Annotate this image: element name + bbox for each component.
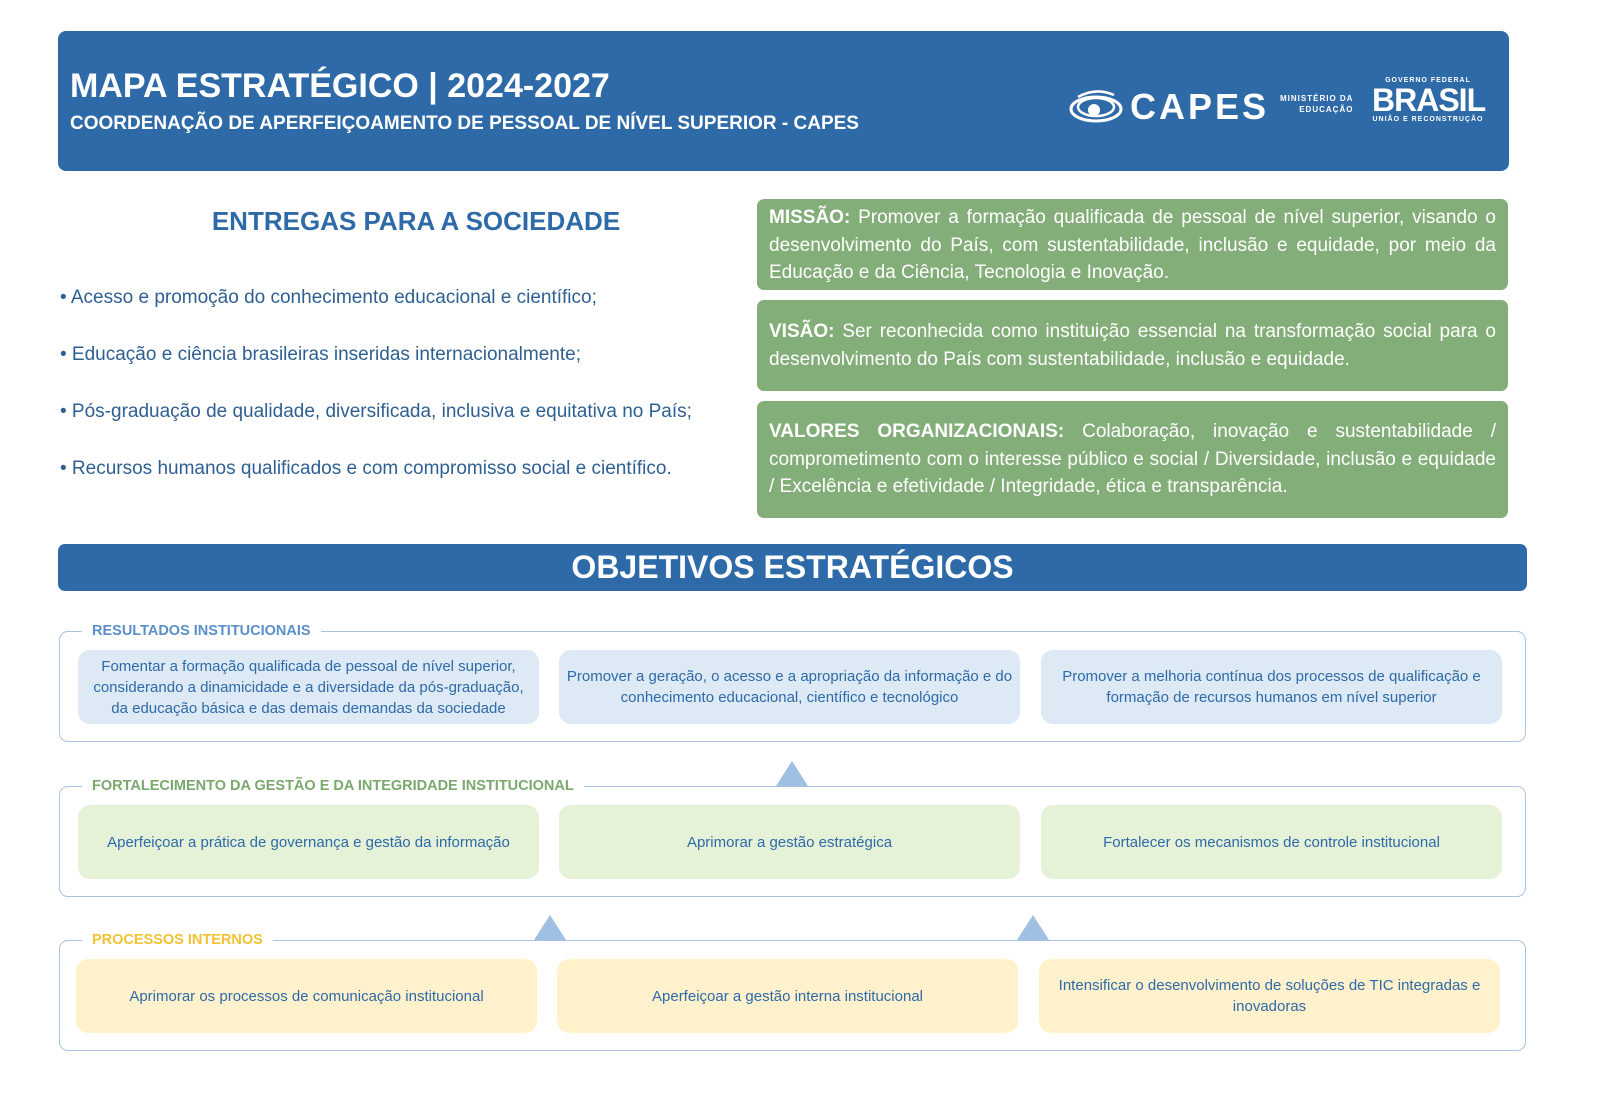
visao-text: Ser reconhecida como instituição essencial na transformação social para o desenvolvimento do País com sustentabilidade, inclusão e equidade. (769, 321, 1496, 370)
capes-logo-text: CAPES (1130, 86, 1270, 127)
arrow-up-icon (776, 761, 808, 786)
section-box (59, 932, 1526, 1051)
objective-card: Aperfeiçoar a prática de governança e gestão da informação (78, 805, 539, 879)
entrega-item: • Recursos humanos qualificados e com compromisso social e científico. (60, 458, 672, 479)
mec-line-2: EDUCAÇÃO (1299, 105, 1354, 114)
objetivos-title: OBJETIVOS ESTRATÉGICOS (58, 544, 1527, 591)
objective-card: Aprimorar a gestão estratégica (559, 805, 1020, 879)
objective-card: Intensificar o desenvolvimento de soluções de TIC integradas e inovadoras (1039, 959, 1500, 1033)
section-label: FORTALECIMENTO DA GESTÃO E DA INTEGRIDADE INSTITUCIONAL (82, 777, 584, 795)
valores-label: VALORES ORGANIZACIONAIS: (769, 421, 1065, 442)
gov-bottom: UNIÃO E RECONSTRUÇÃO (1372, 116, 1484, 123)
objective-card: Fomentar a formação qualificada de pessoal de nível superior, considerando a dinamicidade e a diversidade da pós-graduação, da educação básica e das demais demandas da sociedade (78, 650, 539, 724)
gov-main: BRASIL (1372, 82, 1486, 118)
section-box (59, 778, 1526, 897)
entrega-item: • Acesso e promoção do conhecimento educacional e científico; (60, 287, 597, 308)
mec-line-1: MINISTÉRIO DA (1280, 94, 1354, 103)
missao-box (757, 199, 1508, 290)
objective-card: Promover a melhoria contínua dos processos de qualificação e formação de recursos humanos em nível superior (1041, 650, 1502, 724)
valores-box (757, 401, 1508, 518)
objective-card: Aperfeiçoar a gestão interna institucional (557, 959, 1018, 1033)
entregas-title: ENTREGAS PARA A SOCIEDADE (211, 206, 621, 236)
valores-text: Colaboração, inovação e sustentabilidade / comprometimento com o interesse público e social / Diversidade, inclusão e equidade / Excelência e efetividade / Integridade, ética e transparência. (769, 421, 1496, 497)
objective-card: Fortalecer os mecanismos de controle institucional (1041, 805, 1502, 879)
mec-logo (1280, 93, 1353, 115)
arrow-up-icon (534, 915, 566, 940)
header-banner (58, 31, 1509, 171)
section-label: RESULTADOS INSTITUCIONAIS (82, 622, 321, 640)
visao-label: VISÃO: (769, 321, 835, 342)
entrega-item: • Educação e ciência brasileiras inseridas internacionalmente; (60, 344, 581, 365)
gov-brasil-logo (1372, 77, 1484, 123)
objective-card: Aprimorar os processos de comunicação institucional (76, 959, 537, 1033)
entrega-item: • Pós-graduação de qualidade, diversificada, inclusiva e equitativa no País; (60, 401, 692, 422)
capes-emblem-icon (1068, 89, 1124, 125)
objective-card: Promover a geração, o acesso e a apropriação da informação e do conhecimento educacional, científico e tecnológico (559, 650, 1020, 724)
arrow-up-icon (1017, 915, 1049, 940)
missao-label: MISSÃO: (769, 207, 851, 228)
capes-logo (1068, 86, 1269, 128)
section-box (59, 623, 1526, 742)
section-label: PROCESSOS INTERNOS (82, 931, 273, 949)
visao-box (757, 300, 1508, 391)
gov-top: GOVERNO FEDERAL (1385, 77, 1471, 84)
page-title: MAPA ESTRATÉGICO | 2024-2027 (70, 67, 610, 105)
missao-text: Promover a formação qualificada de pessoal de nível superior, visando o desenvolvimento do País, com sustentabilidade, inclusão e equidade, por meio da Educação e da Ciência, Tecnologia e Inovação. (769, 207, 1496, 283)
page-subtitle: COORDENAÇÃO DE APERFEIÇOAMENTO DE PESSOAL DE NÍVEL SUPERIOR - CAPES (70, 113, 859, 134)
